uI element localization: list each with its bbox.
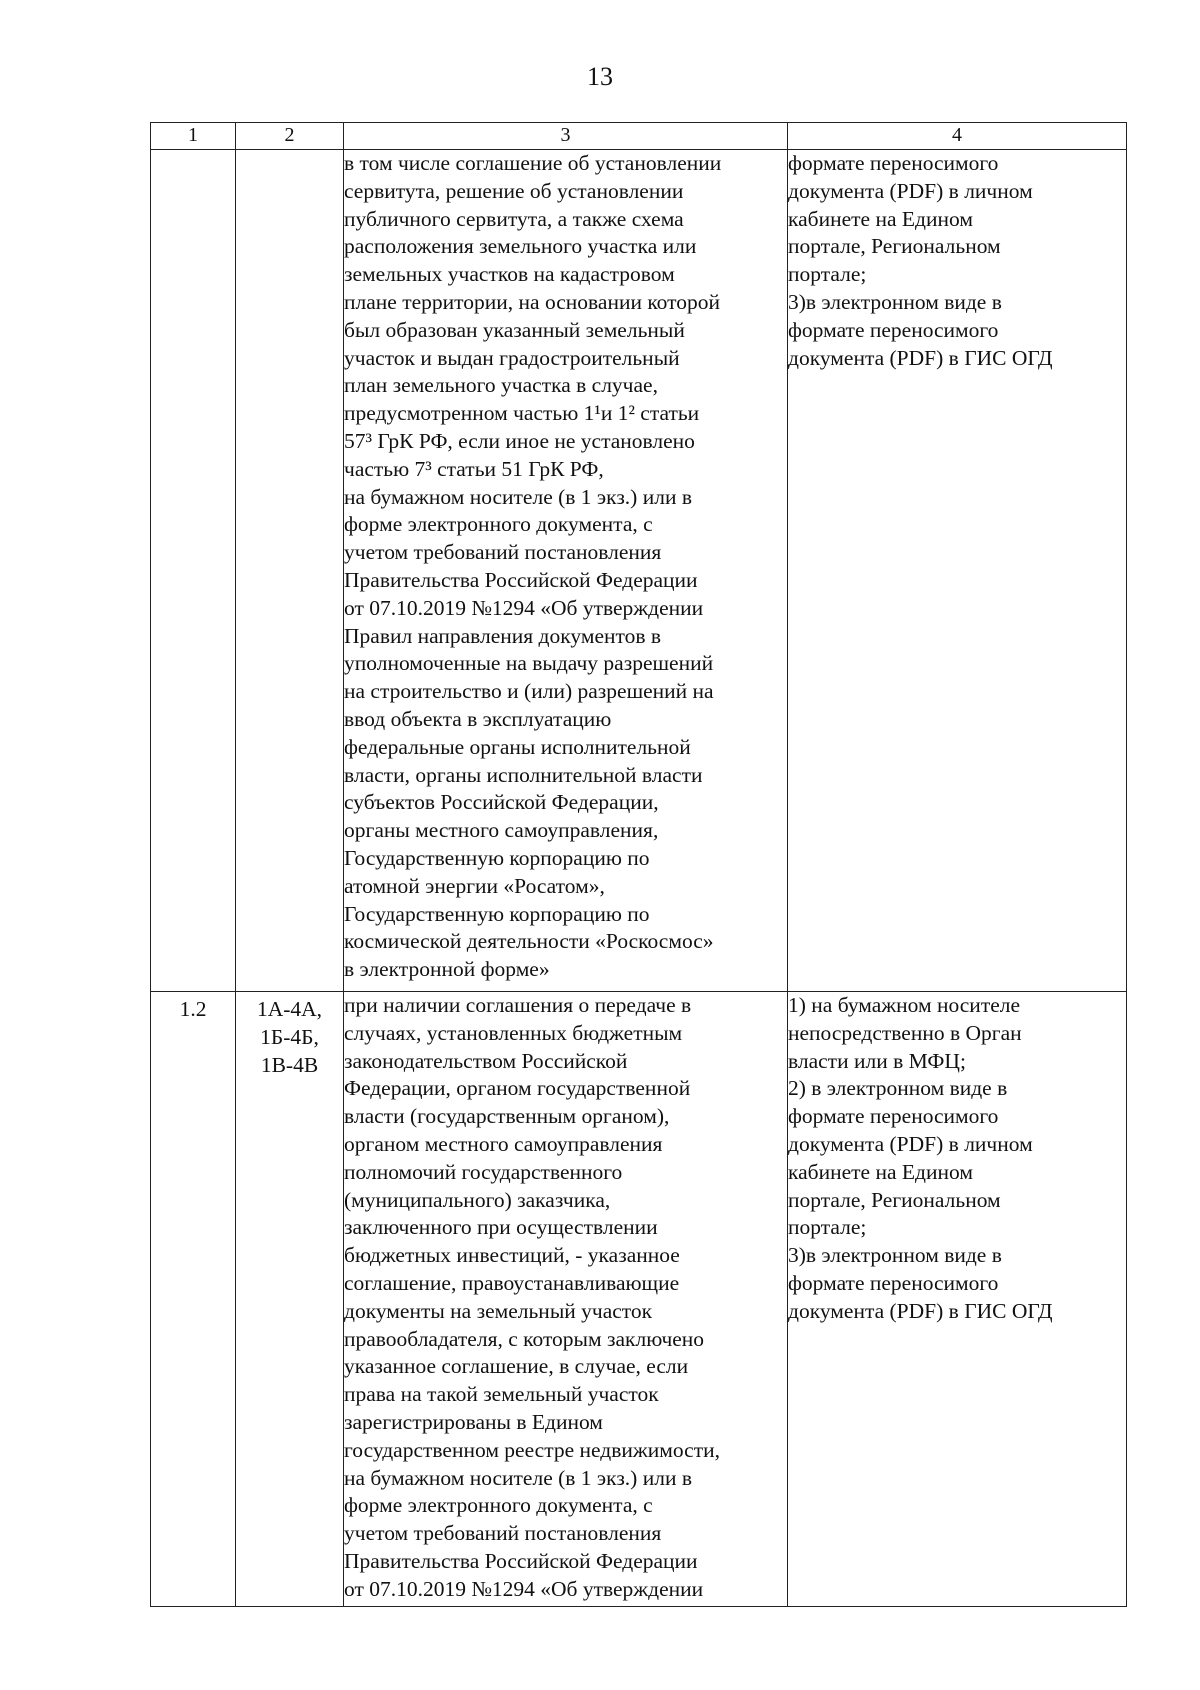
text-line: предусмотренном частью 1¹и 1² статьи xyxy=(344,401,700,426)
text-line: формате переносимого xyxy=(788,1104,999,1129)
text-line: был образован указанный земельный xyxy=(344,317,685,342)
text-line: 1Б-4Б, xyxy=(260,1024,319,1049)
text-line: формате переносимого xyxy=(788,1270,999,1295)
text-line: кабинете на Едином xyxy=(788,1159,973,1184)
text-line: документа (PDF) в ГИС ОГД xyxy=(788,1298,1053,1323)
text-line: документа (PDF) в ГИС ОГД xyxy=(788,345,1053,370)
text-line: власти или в МФЦ; xyxy=(788,1048,966,1073)
row-document-description xyxy=(344,992,788,1607)
text-line: план земельного участка в случае, xyxy=(344,373,658,398)
text-line: права на такой земельный участок xyxy=(344,1382,659,1407)
header-col-1: 1 xyxy=(151,123,236,150)
page-number: 13 xyxy=(587,62,613,91)
text-line: власти (государственным органом), xyxy=(344,1104,670,1129)
text-line: полномочий государственного xyxy=(344,1159,623,1184)
text-line: частью 7³ статьи 51 ГрК РФ, xyxy=(344,456,604,481)
text-line: Федерации, органом государственной xyxy=(344,1076,691,1101)
text-line: ввод объекта в эксплуатацию xyxy=(344,706,612,731)
text-line: форме электронного документа, с xyxy=(344,1493,653,1518)
text-line: субъектов Российской Федерации, xyxy=(344,790,659,815)
text-line: 1В-4В xyxy=(260,1052,319,1077)
document-table xyxy=(150,122,1127,1607)
text-line: учетом требований постановления xyxy=(344,1521,662,1546)
row-document-description xyxy=(344,150,788,992)
text-line: от 07.10.2019 №1294 «Об утверждении xyxy=(344,1576,704,1601)
text-line: законодательством Российской xyxy=(344,1048,628,1073)
text-line: формате переносимого xyxy=(788,151,999,175)
table-header-row xyxy=(151,123,1127,150)
text-line: непосредственно в Орган xyxy=(788,1020,1022,1045)
text-line: портале; xyxy=(788,1215,867,1240)
text-line: 3)в электронном виде в xyxy=(788,1243,1002,1268)
text-line: государственном реестре недвижимости, xyxy=(344,1437,720,1462)
text-line: учетом требований постановления xyxy=(344,540,662,565)
text-line: в том числе соглашение об установлении xyxy=(344,151,722,175)
text-line: Государственную корпорацию по xyxy=(344,845,650,870)
text-line: земельных участков на кадастровом xyxy=(344,262,675,287)
text-line: органом местного самоуправления xyxy=(344,1131,663,1156)
text-line: уполномоченные на выдачу разрешений xyxy=(344,651,714,676)
text-line: правообладателя, с которым заключено xyxy=(344,1326,705,1351)
text-line: на бумажном носителе (в 1 экз.) или в xyxy=(344,1465,692,1490)
text-line: (муниципального) заказчика, xyxy=(344,1187,611,1212)
text-line: участок и выдан градостроительный xyxy=(344,345,680,370)
text-line: плане территории, на основании которой xyxy=(344,289,721,314)
row-number: 1.2 xyxy=(151,992,236,1607)
text-line: 1) на бумажном носителе xyxy=(788,993,1021,1017)
text-line: портале, Региональном xyxy=(788,234,1001,259)
table-row xyxy=(151,150,1127,992)
text-line: публичного сервитута, а также схема xyxy=(344,206,684,231)
text-line: расположения земельного участка или xyxy=(344,234,697,259)
text-line: бюджетных инвестиций, - указанное xyxy=(344,1243,680,1268)
text-line: 57³ ГрК РФ, если иное не установлено xyxy=(344,428,695,453)
text-line: Правил направления документов в xyxy=(344,623,662,648)
text-line: документа (PDF) в личном xyxy=(788,178,1033,203)
row-submission-method xyxy=(788,992,1127,1607)
text-line: от 07.10.2019 №1294 «Об утверждении xyxy=(344,595,704,620)
table-row xyxy=(151,992,1127,1607)
text-line: кабинете на Едином xyxy=(788,206,973,231)
text-line: органы местного самоуправления, xyxy=(344,818,659,843)
text-line: соглашение, правоустанавливающие xyxy=(344,1270,680,1295)
header-col-4: 4 xyxy=(788,123,1127,150)
text-line: власти, органы исполнительной власти xyxy=(344,762,703,787)
text-line: форме электронного документа, с xyxy=(344,512,653,537)
text-line: федеральные органы исполнительной xyxy=(344,734,691,759)
text-line: документа (PDF) в личном xyxy=(788,1131,1033,1156)
text-line: портале, Региональном xyxy=(788,1187,1001,1212)
row-codes xyxy=(236,150,344,992)
text-line: атомной энергии «Росатом», xyxy=(344,873,605,898)
text-line: сервитута, решение об установлении xyxy=(344,178,684,203)
text-line: 3)в электронном виде в xyxy=(788,289,1002,314)
text-line: 1А-4А, xyxy=(256,997,323,1021)
text-line: формате переносимого xyxy=(788,317,999,342)
row-codes xyxy=(236,992,344,1607)
text-line: Правительства Российской Федерации xyxy=(344,567,698,592)
text-line: случаях, установленных бюджетным xyxy=(344,1020,683,1045)
text-line: документы на земельный участок xyxy=(344,1298,653,1323)
text-line: портале; xyxy=(788,262,867,287)
text-line: Правительства Российской Федерации xyxy=(344,1548,698,1573)
text-line: в электронной форме» xyxy=(344,957,550,982)
text-line: Государственную корпорацию по xyxy=(344,901,650,926)
text-line: на бумажном носителе (в 1 экз.) или в xyxy=(344,484,692,509)
header-col-3: 3 xyxy=(344,123,788,150)
text-line: при наличии соглашения о передаче в xyxy=(344,993,692,1017)
text-line: космической деятельности «Роскосмос» xyxy=(344,929,714,954)
row-submission-method xyxy=(788,150,1127,992)
text-line: зарегистрированы в Едином xyxy=(344,1409,603,1434)
header-col-2: 2 xyxy=(236,123,344,150)
text-line: 2) в электронном виде в xyxy=(788,1076,1008,1101)
text-line: указанное соглашение, в случае, если xyxy=(344,1354,689,1379)
text-line: на строительство и (или) разрешений на xyxy=(344,679,714,704)
text-line: заключенного при осуществлении xyxy=(344,1215,658,1240)
row-number xyxy=(151,150,236,992)
